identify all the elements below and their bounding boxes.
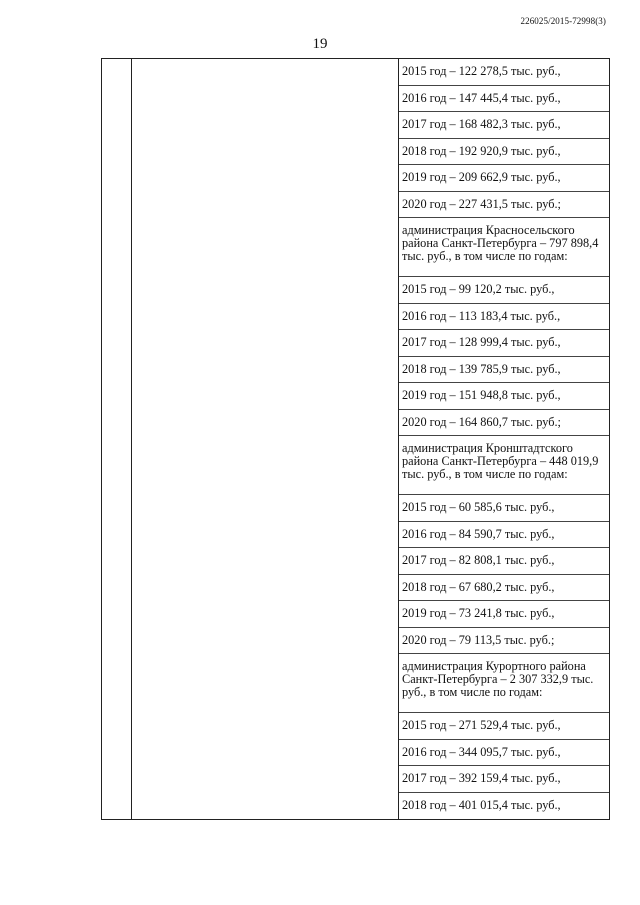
funding-row: 2020 год – 164 860,7 тыс. руб.; (399, 410, 609, 437)
funding-row: 2015 год – 122 278,5 тыс. руб., (399, 59, 609, 86)
funding-row: 2019 год – 209 662,9 тыс. руб., (399, 165, 609, 192)
funding-row: 2016 год – 84 590,7 тыс. руб., (399, 522, 609, 549)
district-heading: администрация Красносельского района Санкт-Петербурга – 797 898,4 тыс. руб., в том числе по годам: (399, 218, 609, 277)
funding-row: 2017 год – 82 808,1 тыс. руб., (399, 548, 609, 575)
funding-row: 2018 год – 192 920,9 тыс. руб., (399, 139, 609, 166)
funding-row: 2016 год – 147 445,4 тыс. руб., (399, 86, 609, 113)
funding-row: 2017 год – 168 482,3 тыс. руб., (399, 112, 609, 139)
funding-cell (399, 59, 609, 819)
funding-row: 2016 год – 344 095,7 тыс. руб., (399, 740, 609, 767)
funding-row: 2015 год – 60 585,6 тыс. руб., (399, 495, 609, 522)
funding-row: 2016 год – 113 183,4 тыс. руб., (399, 304, 609, 331)
funding-row: 2018 год – 401 015,4 тыс. руб., (402, 797, 561, 812)
funding-row: 2017 год – 128 999,4 тыс. руб., (399, 330, 609, 357)
district-heading: администрация Кронштадтского района Санкт-Петербурга – 448 019,9 тыс. руб., в том числе по годам: (399, 436, 609, 495)
funding-row: 2018 год – 139 785,9 тыс. руб., (399, 357, 609, 384)
funding-row: 2019 год – 151 948,8 тыс. руб., (399, 383, 609, 410)
district-heading: администрация Курортного района Санкт-Петербурга – 2 307 332,9 тыс. руб., в том числе по годам: (399, 654, 609, 713)
funding-row: 2020 год – 227 431,5 тыс. руб.; (399, 192, 609, 219)
funding-row: 2019 год – 73 241,8 тыс. руб., (399, 601, 609, 628)
page-number: 19 (312, 36, 328, 52)
funding-row: 2015 год – 271 529,4 тыс. руб., (399, 713, 609, 740)
column-divider-1 (131, 59, 132, 819)
funding-table (101, 58, 610, 820)
funding-row: 2018 год – 67 680,2 тыс. руб., (399, 575, 609, 602)
document-code: 226025/2015-72998(3) (520, 16, 606, 26)
funding-row: 2020 год – 79 113,5 тыс. руб.; (399, 628, 609, 655)
funding-row: 2015 год – 99 120,2 тыс. руб., (399, 277, 609, 304)
funding-row: 2017 год – 392 159,4 тыс. руб., (399, 766, 609, 793)
